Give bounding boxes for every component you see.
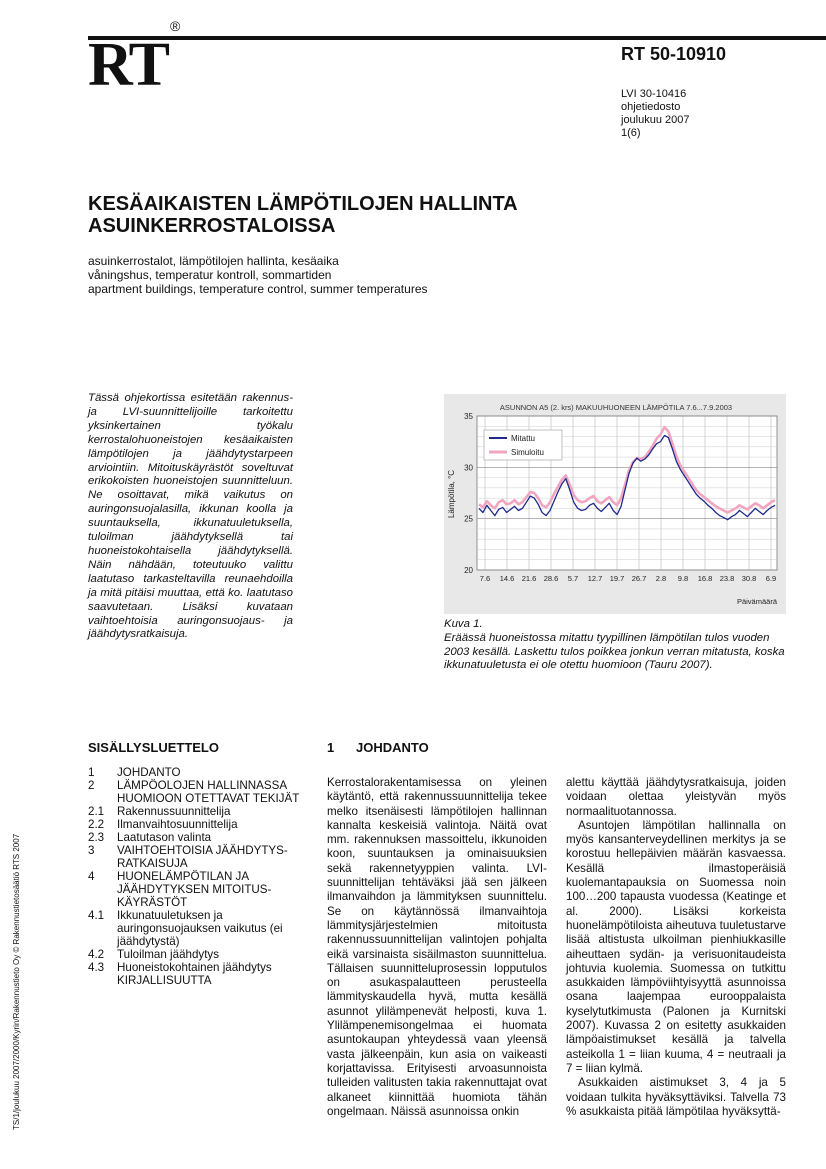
x-tick-label: 26.7 xyxy=(631,574,647,583)
toc-item-text: HUONELÄMPÖTILAN JA JÄÄHDYTYKSEN MITOITUS-KÄYRÄSTÖT xyxy=(117,870,272,909)
toc-item-text: LÄMPÖOLOJEN HALLINNASSA HUOMIOON OTETTAVAT TEKIJÄT xyxy=(117,779,300,805)
sidebar-credit: TS/1/joulukuu 2007/2000/Kyrin/Rakennustieto Oy © Rakennustietosäätiö RTS 2007 xyxy=(12,833,21,1130)
keywords-en: apartment buildings, temperature control, summer temperatures xyxy=(88,282,428,296)
x-tick-label: 14.6 xyxy=(499,574,515,583)
section-title: JOHDANTO xyxy=(356,740,429,755)
toc-item xyxy=(88,974,313,987)
figure-caption xyxy=(444,618,786,673)
toc-item-number: 2 xyxy=(88,779,95,792)
toc-item-number: 2.1 xyxy=(88,805,105,818)
legend-label-measured: Mitattu xyxy=(511,434,536,443)
x-tick-label: 9.8 xyxy=(677,574,689,583)
toc-item-text: Huoneistokohtainen jäähdytys xyxy=(117,961,272,974)
paragraph: Asukkaiden aistimukset 3, 4 ja 5 voidaan tulkita hyväksyttäviksi. Talvella 73 % asukkaista pitää lämpötilaa hyväksyttä- xyxy=(566,1076,786,1118)
chart-svg xyxy=(444,394,786,614)
x-tick-label: 16.8 xyxy=(697,574,713,583)
toc-item-number xyxy=(88,974,117,987)
x-tick-label: 30.8 xyxy=(741,574,757,583)
meta-line: 1(6) xyxy=(621,127,641,139)
toc-item xyxy=(88,844,313,870)
title-line: ASUINKERROSTALOISSA xyxy=(88,215,336,237)
y-tick-label: 30 xyxy=(464,463,473,473)
section-heading xyxy=(327,740,429,755)
logo-text: RT xyxy=(88,31,168,99)
x-tick-label: 21.6 xyxy=(521,574,537,583)
toc-item xyxy=(88,870,313,909)
toc-item xyxy=(88,818,313,831)
paragraph: alettu käyttää jäähdytysratkaisuja, joiden voidaan olettaa yleistyvän myös normaalituotannossa. xyxy=(566,776,786,818)
toc-item-number: 2.2 xyxy=(88,818,105,831)
section-number: 1 xyxy=(327,740,335,755)
page-title xyxy=(88,193,608,237)
x-tick-label: 2.8 xyxy=(655,574,667,583)
toc-item-text: Tuloilman jäähdytys xyxy=(117,948,220,961)
meta-line: ohjetiedosto xyxy=(621,101,681,113)
caption-label: Kuva 1. xyxy=(444,618,483,630)
x-tick-label: 5.7 xyxy=(567,574,579,583)
chart-title: ASUNNON A5 (2. krs) MAKUUHUONEEN LÄMPÖTILA 7.6...7.9.2003 xyxy=(499,403,733,412)
meta-line: LVI 30-10416 xyxy=(621,88,687,100)
caption-text: Eräässä huoneistossa mitattu tyypillinen lämpötilan tulos vuoden 2003 kesällä. Laskettu tulos poikkea jonkun verran mitatusta, koska ikkunatuuletusta ei ole otettu huomioon (Tauru 2007). xyxy=(444,631,785,672)
title-line: KESÄAIKAISTEN LÄMPÖTILOJEN HALLINTA xyxy=(88,193,518,215)
toc-item-number: 4.3 xyxy=(88,961,105,974)
toc-item-number: 4.2 xyxy=(88,948,105,961)
registered-mark: ® xyxy=(169,18,179,35)
x-tick-label: 19.7 xyxy=(609,574,625,583)
toc-item-text: Rakennussuunnittelija xyxy=(117,805,231,818)
keywords xyxy=(88,254,428,296)
x-tick-label: 23.8 xyxy=(719,574,735,583)
document-meta xyxy=(621,88,690,140)
toc-item-text: KIRJALLISUUTTA xyxy=(117,974,212,987)
toc-item-text: VAIHTOEHTOISIA JÄÄHDYTYS-RATKAISUJA xyxy=(117,844,288,870)
keywords-fi: asuinkerrostalot, lämpötilojen hallinta, kesäaika xyxy=(88,254,339,268)
toc-item-text: JOHDANTO xyxy=(117,766,181,779)
y-axis-label: Lämpötila, °C xyxy=(447,469,456,519)
toc-item-number: 1 xyxy=(88,766,95,779)
toc-item-number: 3 xyxy=(88,844,95,857)
toc-item xyxy=(88,766,313,779)
abstract: Tässä ohjekortissa esitetään rakennus- ja LVI-suunnittelijoille tarkoitettu yksinkertainen työkalu kerrostalohuoneistojen kesäaikaisten lämpötilojen ja jäähdytystarpeen arviointiin. Mitoituskäyrästöt soveltuvat erikokoisten huoneistojen suunnitteluun. Ne osoittavat, mikä vaikutus on auringonsuojalasilla, ikkunan koolla ja suuntauksella, ikkunatuuletuksella, tuloilman jäähdytyksellä tai huoneistokohtaisella jäähdytyksellä. Näin nähdään, toteutuuko valittu laatutaso tarkasteltavilla reunaehdoilla ja mitä pitäisi muuttaa, että ko. laatutaso saavutetaan. Lisäksi kuvataan vaihtoehtoisia auringonsuojaus- ja jäähdytysratkaisuja. xyxy=(88,392,293,641)
toc-item-number: 4 xyxy=(88,870,95,883)
temperature-chart xyxy=(444,394,786,614)
x-axis-label: Päivämäärä xyxy=(736,597,777,606)
y-tick-label: 35 xyxy=(464,412,473,421)
toc-item-text: Ikkunatuuletuksen ja auringonsuojauksen vaikutus (ei jäähdytystä) xyxy=(117,909,283,948)
x-tick-label: 28.6 xyxy=(543,574,559,583)
toc-item xyxy=(88,961,313,974)
toc-heading: SISÄLLYSLUETTELO xyxy=(88,740,219,755)
toc-item-text: Ilmanvaihtosuunnittelija xyxy=(117,818,238,831)
table-of-contents xyxy=(88,766,313,987)
paragraph: Asuntojen lämpötilan hallinnalla on myös kansanterveydellinen merkitys ja se korostuu hellepäivien määrän kasvaessa. Kesällä ilmastoperäisiä kuolemantapauksia on Suomessa noin 100…200 tapausta vuodessa (Keatinge et al. 2000). Lisäksi korkeista huonelämpötiloista aiheutuva tuuletustarve lisää altistusta ulkoilman pienhiukkasille aiheuttaen sydän- ja verisuonitaudeista johtuvia kuolemia. Suomessa on tutkittu asukkaiden lämpöviihtyisyyttä asunnoissa osana laajempaa eurooppalaista kyselytutkimusta (Palonen ja Kurnitski 2007). Kuvassa 2 on esitetty asukkaiden lämpöaistimukset kesällä ja talvella asteikolla 1 = liian kuuma, 4 = neutraali ja 7 = liian kylmä. xyxy=(566,818,786,1075)
x-tick-label: 12.7 xyxy=(587,574,603,583)
x-tick-label: 7.6 xyxy=(479,574,491,583)
document-number: RT 50-10910 xyxy=(621,44,727,64)
legend-label-simulated: Simuloitu xyxy=(511,448,544,457)
body-column-1: Kerrostalorakentamisessa on yleinen käytäntö, että rakennussuunnittelija tekee melko itsenäisesti lämpötilojen hallinnan kannalta keskeisiä valintoja. Näitä ovat mm. rakennuksen massoittelu, ikkunoiden koon, suuntauksen ja ominaisuuksien sekä rakennetyyppien valinta. LVI-suunnittelijan tehtäväksi jää sen jälkeen ilmanvaihdon ja lämmityksen suunnittelu. Se on käytännössä ilmanvaihtoja lämmitysjärjestelmien mitoitusta rakennussuunnittelijan valintojen pohjalta eikä varsinaista sisäilmaston suunnittelua. Tällaisen suunnitteluprosessin lopputulos on asukaspalautteen perusteella lämmityskaudella hyvä, mutta kesällä asunnot ylilämpenevät helposti, kuva 1. Ylilämpenemisongelmaa ei huomata asuntokaupan yhteydessä vaan yleensä vasta jälkeenpäin, kun asia on vaikeasti korjattavissa. Erityisesti arvoasunnoista tulleiden valitusten takia rakennuttajat ovat alkaneet kiinnittää huomiota tähän ongelmaan. Näissä asunnoissa onkin xyxy=(327,776,547,1118)
toc-item xyxy=(88,805,313,818)
rt-logo xyxy=(88,18,179,99)
toc-item-text: Laatutason valinta xyxy=(117,831,212,844)
toc-item xyxy=(88,948,313,961)
toc-item-number: 2.3 xyxy=(88,831,105,844)
toc-item xyxy=(88,779,313,805)
meta-line: joulukuu 2007 xyxy=(621,114,690,126)
y-tick-label: 20 xyxy=(464,566,473,575)
toc-item xyxy=(88,909,313,948)
toc-item xyxy=(88,831,313,844)
y-tick-label: 25 xyxy=(464,514,473,524)
keywords-sv: våningshus, temperatur kontroll, sommartiden xyxy=(88,268,332,282)
toc-item-number: 4.1 xyxy=(88,909,105,922)
top-rule xyxy=(88,36,826,40)
x-tick-label: 6.9 xyxy=(765,574,777,583)
body-column-2 xyxy=(566,776,786,1119)
